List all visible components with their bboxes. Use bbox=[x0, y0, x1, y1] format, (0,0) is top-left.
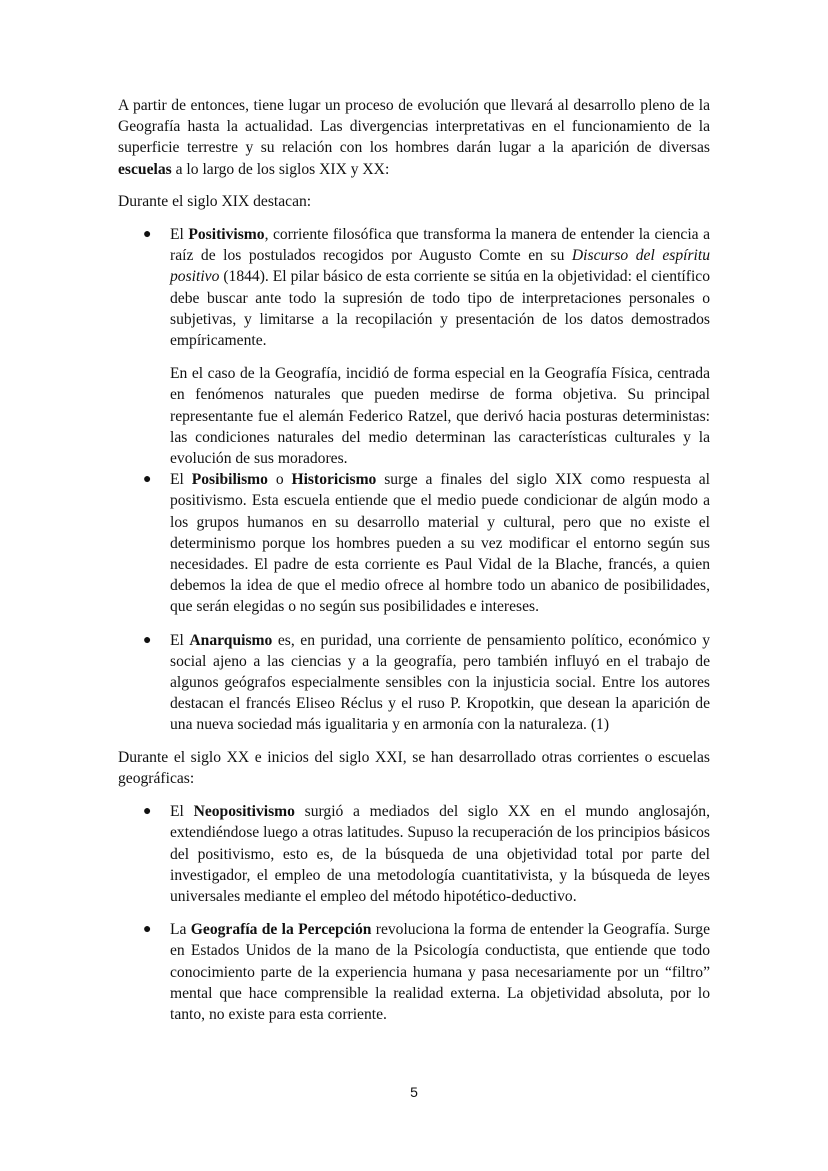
percepcion-term: Geografía de la Percepción bbox=[190, 921, 372, 939]
bullet-icon: ● bbox=[143, 632, 152, 648]
bullet-icon: ● bbox=[143, 804, 152, 820]
neopositivismo-term: Neopositivismo bbox=[193, 803, 295, 821]
siglo-xix-heading: Durante el siglo XIX destacan: bbox=[118, 192, 312, 210]
posibilismo-paragraph: El Posibilismo o Historicismo surge a finales del siglo XIX como respuesta al positivismo. Esta escuela entiende que el medio puede condicionar de algún modo a los grupos humanos en su desarrollo material y cultural, pero que no existe el determinismo porque los hombres pueden a su vez modificar el entorno según sus necesidades. El padre de esta corriente es Paul Vidal de la Blache, francés, a quien debemos la idea de que el medio ofrece al hombre todo un abanico de posibilidades, que serán elegidas o no según sus posibilidades e intereses. bbox=[170, 471, 711, 616]
siglo-xx-list bbox=[118, 801, 710, 1025]
siglo-xix-list bbox=[118, 224, 710, 736]
list-item-anarquismo bbox=[118, 630, 710, 736]
list-item-neopositivismo bbox=[118, 801, 710, 907]
bullet-icon: ● bbox=[143, 922, 152, 938]
intro-paragraph: A partir de entonces, tiene lugar un proceso de evolución que llevará al desarrollo pleno de la Geografía hasta la actualidad. Las divergencias interpretativas en el funcionamiento de la superficie terrestre y su relación con los hombres darán lugar a la aparición de diversas escuelas a lo largo de los siglos XIX y XX: bbox=[118, 97, 710, 178]
anarquismo-term: Anarquismo bbox=[189, 631, 273, 649]
escuelas-term: escuelas bbox=[118, 160, 172, 178]
list-item-percepcion bbox=[118, 919, 710, 1025]
bullet-icon: ● bbox=[143, 227, 152, 243]
discurso-title: Discurso del espíritu positivo bbox=[170, 247, 710, 286]
bullet-icon: ● bbox=[143, 472, 152, 488]
page-number: 5 bbox=[410, 1084, 418, 1100]
positivismo-term: Positivismo bbox=[188, 226, 265, 244]
posibilismo-term: Posibilismo bbox=[191, 471, 268, 489]
siglo-xx-heading: Durante el siglo XX e inicios del siglo XXI, se han desarrollado otras corrientes o escuelas geográficas: bbox=[118, 748, 710, 787]
list-item-posibilismo bbox=[118, 469, 710, 617]
percepcion-paragraph: La Geografía de la Percepción revoluciona la forma de entender la Geografía. Surge en Estados Unidos de la mano de la Psicología conductista, que entiende que todo conocimiento parte de la experiencia humana y pasa necesariamente por un “filtro” mental que hace comprensible la realidad externa. La objetividad absoluta, por lo tanto, no existe para esta corriente. bbox=[170, 921, 710, 1023]
document-page bbox=[118, 95, 710, 1025]
list-item-positivismo bbox=[118, 224, 710, 469]
positivismo-geografia-paragraph: En el caso de la Geografía, incidió de forma especial en la Geografía Física, centrada en fenómenos naturales que pueden medirse de forma objetiva. Su principal representante fue el alemán Federico Ratzel, que derivó hacia posturas deterministas: las condiciones naturales del medio determinan las características culturales y la evolución de sus moradores. bbox=[170, 365, 710, 468]
historicismo-term: Historicismo bbox=[291, 471, 377, 489]
neopositivismo-paragraph: El Neopositivismo surgió a mediados del siglo XX en el mundo anglosajón, extendiéndose luego a otras latitudes. Supuso la recuperación de los principios básicos del positivismo, esto es, de la búsqueda de una objetividad total por parte del investigador, el empleo de una metodología cuantitativista, y la búsqueda de leyes universales mediante el empleo del método hipotético-deductivo. bbox=[170, 803, 710, 905]
positivismo-paragraph: El Positivismo, corriente filosófica que transforma la manera de entender la ciencia a raíz de los postulados recogidos por Augusto Comte en su Discurso del espíritu positivo (1844). El pilar básico de esta corriente se sitúa en la objetividad: el científico debe buscar ante todo la supresión de todo tipo de interpretaciones personales o subjetivas, y limitarse a la recopilación y presentación de los datos demostrados empíricamente. bbox=[170, 226, 710, 350]
anarquismo-paragraph: El Anarquismo es, en puridad, una corriente de pensamiento político, económico y social ajeno a las ciencias y a la geografía, pero también influyó en el trabajo de algunos geógrafos especialmente sensibles con la injusticia social. Entre los autores destacan el francés Eliseo Réclus y el ruso P. Kropotkin, que desean la aparición de una nueva sociedad más igualitaria y en armonía con la naturaleza. (1) bbox=[170, 631, 710, 734]
